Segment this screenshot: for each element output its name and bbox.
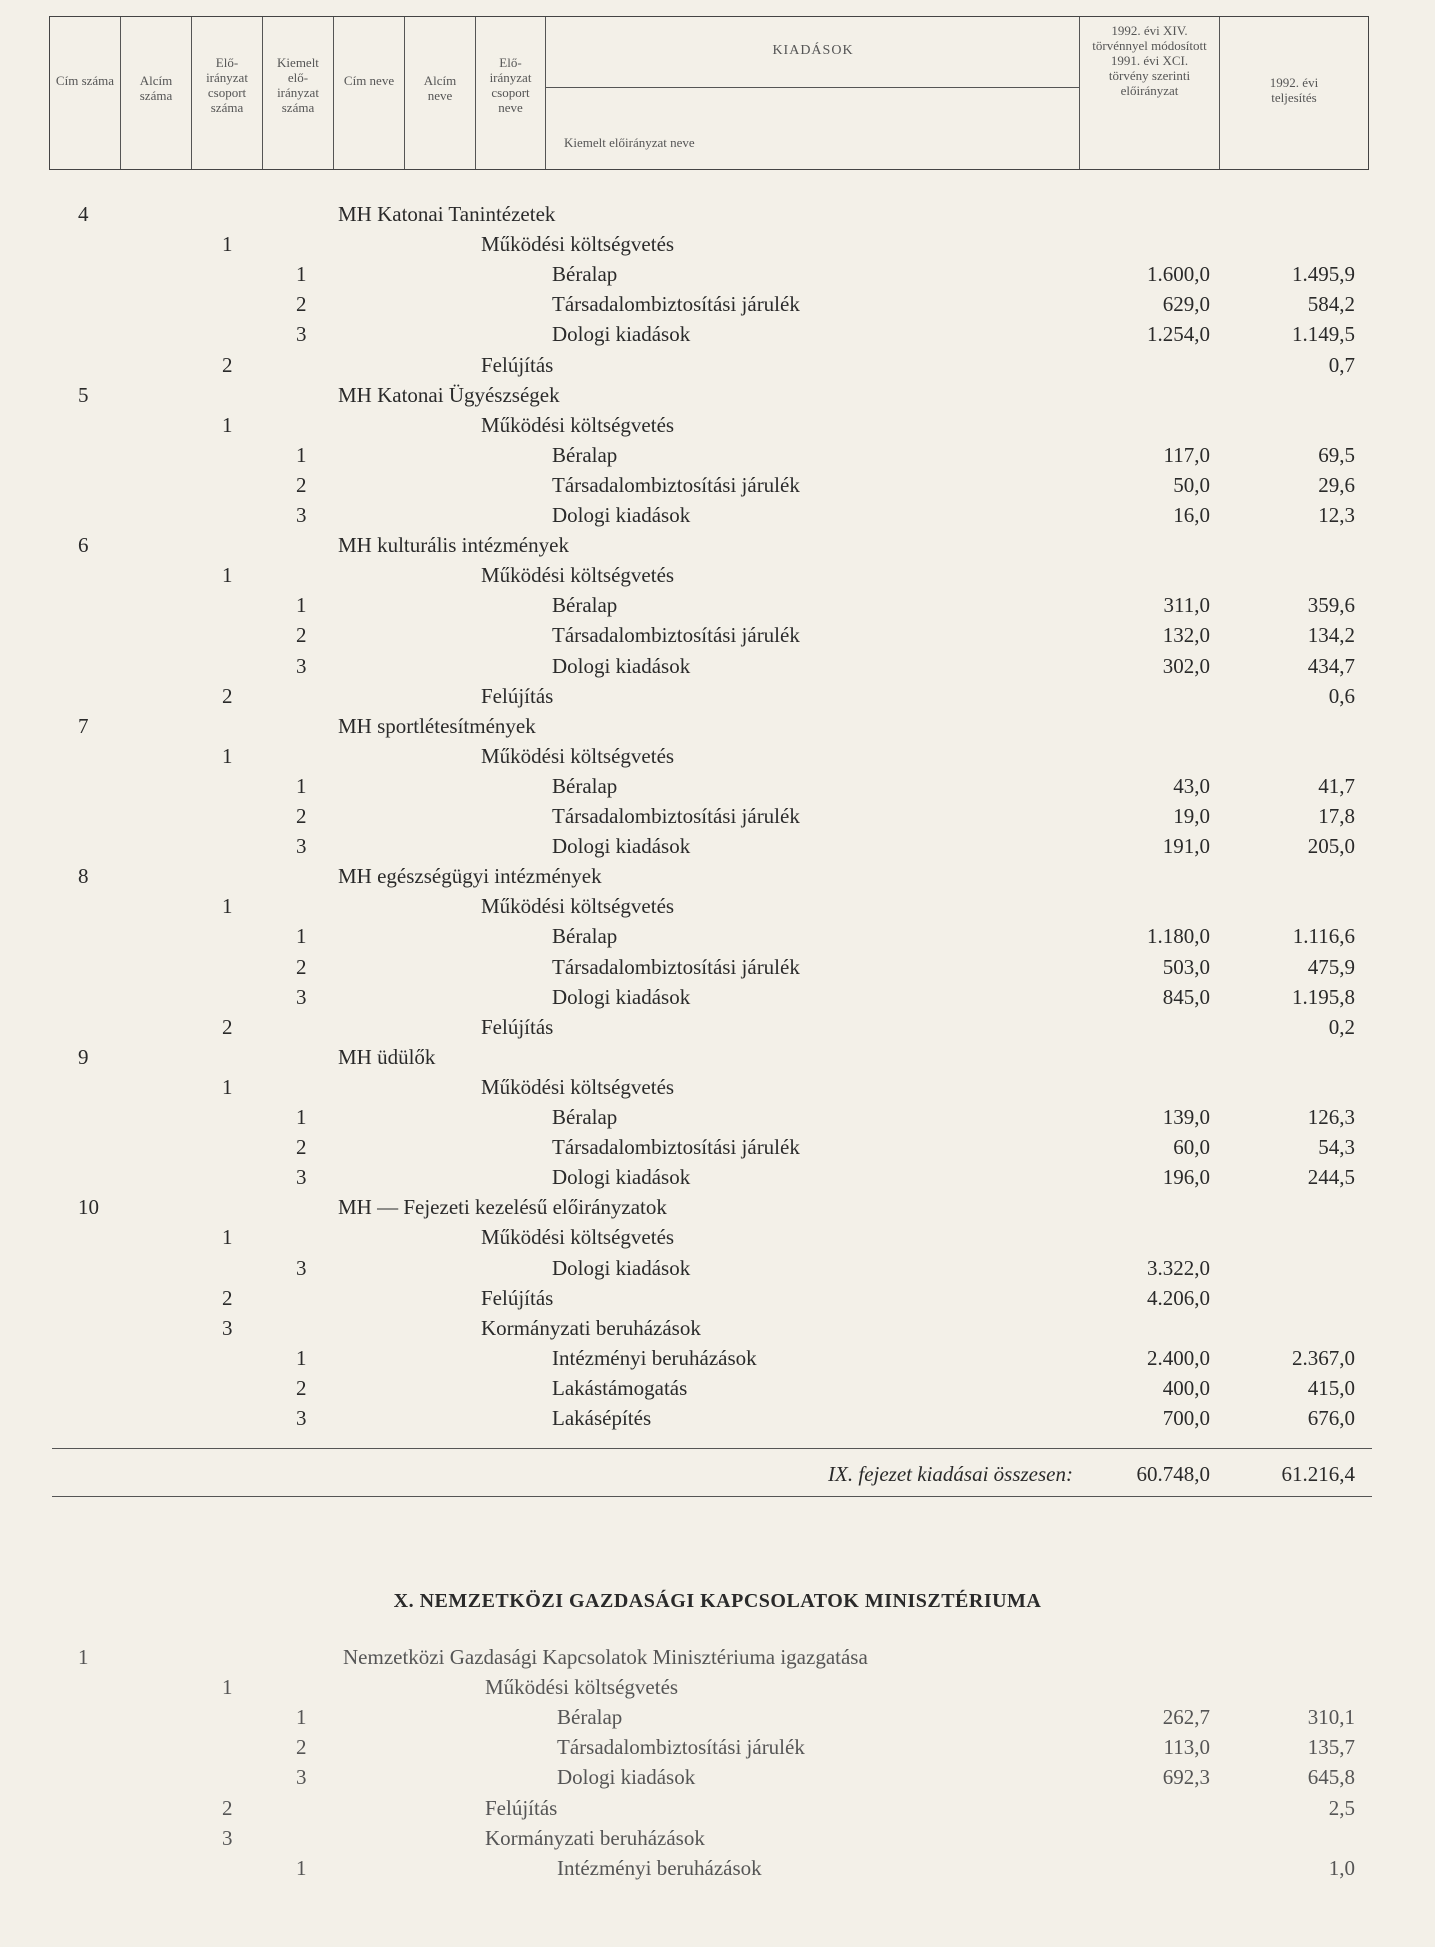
item-name: Béralap <box>552 262 618 287</box>
table-row <box>0 1165 1435 1195</box>
value-plan: 845,0 <box>1162 984 1210 1009</box>
table-row <box>0 503 1435 533</box>
value-plan: 2.400,0 <box>1147 1345 1210 1370</box>
kiemelt-number: 1 <box>296 924 307 949</box>
table-row <box>0 563 1435 593</box>
table-row <box>0 744 1435 774</box>
value-actual: 584,2 <box>1307 292 1355 317</box>
kiemelt-number: 3 <box>296 1165 307 1190</box>
value-plan: 692,3 <box>1162 1765 1210 1790</box>
col-alcim-neve: Alcím neve <box>405 17 476 169</box>
table-row <box>0 1316 1435 1346</box>
value-plan: 196,0 <box>1162 1165 1210 1190</box>
alcim-number: 3 <box>222 1315 233 1340</box>
value-actual: 2.367,0 <box>1292 1345 1355 1370</box>
alcim-number: 2 <box>222 1795 233 1820</box>
value-actual: 1.495,9 <box>1292 262 1355 287</box>
item-name: Működési költségvetés <box>481 1074 675 1099</box>
table-row <box>0 894 1435 924</box>
cim-number: 4 <box>78 202 89 226</box>
kiemelt-number: 1 <box>296 1855 307 1880</box>
kiemelt-number: 3 <box>296 984 307 1009</box>
alcim-number: 1 <box>222 1225 233 1250</box>
value-actual: 41,7 <box>1318 773 1355 798</box>
table-row <box>0 292 1435 322</box>
table-row <box>0 1765 1435 1795</box>
total-label: IX. fejezet kiadásai összesen: <box>828 1462 1073 1486</box>
cim-number: 5 <box>78 382 89 407</box>
value-plan: 139,0 <box>1162 1105 1210 1129</box>
alcim-number: 3 <box>222 1825 233 1850</box>
table-row <box>0 383 1435 413</box>
value-actual: 475,9 <box>1307 954 1355 979</box>
item-name: Dologi kiadások <box>557 1765 696 1790</box>
item-name: Társadalombiztosítási járulék <box>557 1735 805 1760</box>
item-name: MH kulturális intézmények <box>338 533 569 558</box>
table-row <box>0 834 1435 864</box>
item-name: Dologi kiadások <box>552 653 691 678</box>
item-name: Működési költségvetés <box>481 1225 675 1250</box>
table-row <box>0 202 1435 232</box>
cim-number: 6 <box>78 533 89 558</box>
table-row <box>0 473 1435 503</box>
total-value-plan: 60.748,0 <box>1136 1462 1210 1486</box>
item-name: Társadalombiztosítási járulék <box>552 1135 800 1160</box>
value-plan: 1.180,0 <box>1147 924 1210 949</box>
cim-number: 1 <box>78 1645 89 1669</box>
table-row <box>0 1645 1435 1675</box>
item-name: Lakásépítés <box>552 1406 652 1430</box>
cim-number: 8 <box>78 864 89 889</box>
item-name: Működési költségvetés <box>481 232 675 257</box>
item-name: Nemzetközi Gazdasági Kapcsolatok Minisztériuma igazgatása <box>343 1645 868 1669</box>
col-kiemelt-szama: Kiemelt elő-irányzat száma <box>263 17 334 169</box>
item-name: Béralap <box>557 1705 623 1730</box>
table-row <box>0 1225 1435 1255</box>
item-name: Felújítás <box>481 1285 554 1310</box>
table-row <box>0 924 1435 954</box>
section-title: X. NEMZETKÖZI GAZDASÁGI KAPCSOLATOK MINISZTÉRIUMA <box>393 1590 1042 1612</box>
table-row <box>0 1105 1435 1135</box>
value-actual: 434,7 <box>1307 653 1355 678</box>
kiemelt-number: 1 <box>296 1705 307 1730</box>
kiemelt-number: 1 <box>296 773 307 798</box>
kiemelt-number: 2 <box>296 292 307 317</box>
table-row <box>0 262 1435 292</box>
value-plan: 400,0 <box>1162 1375 1210 1400</box>
item-name: Társadalombiztosítási járulék <box>552 954 800 979</box>
item-name: Dologi kiadások <box>552 1165 691 1190</box>
kiadasok-title: KIADÁSOK <box>546 17 1080 88</box>
value-actual: 134,2 <box>1307 623 1355 648</box>
item-name: Kormányzati beruházások <box>485 1825 705 1850</box>
item-name: Társadalombiztosítási járulék <box>552 472 800 497</box>
table-row <box>0 1675 1435 1705</box>
value-actual: 645,8 <box>1307 1765 1355 1790</box>
kiemelt-number: 1 <box>296 1345 307 1370</box>
table-row <box>0 714 1435 744</box>
table-row <box>0 1376 1435 1406</box>
cim-number: 10 <box>78 1195 99 1220</box>
value-actual: 310,1 <box>1307 1705 1355 1730</box>
kiemelt-neve-label: Kiemelt előirányzat neve <box>564 135 695 150</box>
item-name: Felújítás <box>481 352 554 377</box>
kiemelt-number: 2 <box>296 623 307 648</box>
kiemelt-number: 3 <box>296 653 307 678</box>
kiemelt-number: 1 <box>296 593 307 618</box>
value-plan: 1.600,0 <box>1147 262 1210 287</box>
table-row <box>0 353 1435 383</box>
total-row <box>0 1462 1435 1492</box>
alcim-number: 1 <box>222 563 233 588</box>
value-plan: 262,7 <box>1162 1705 1210 1730</box>
table-row <box>0 1075 1435 1105</box>
alcim-number: 1 <box>222 1675 233 1700</box>
item-name: MH Katonai Ügyészségek <box>338 382 560 407</box>
value-plan: 50,0 <box>1173 472 1210 497</box>
col-cim-szama: Cím száma <box>50 17 121 169</box>
value-actual: 0,7 <box>1328 352 1355 377</box>
value-actual: 135,7 <box>1307 1735 1355 1760</box>
total-value-actual: 61.216,4 <box>1281 1462 1355 1486</box>
item-name: Működési költségvetés <box>481 412 675 437</box>
alcim-number: 1 <box>222 232 233 257</box>
total-top-rule <box>52 1448 1372 1449</box>
table-row <box>0 1856 1435 1886</box>
item-name: Béralap <box>552 442 618 467</box>
item-name: Társadalombiztosítási járulék <box>552 623 800 648</box>
kiemelt-number: 2 <box>296 1375 307 1400</box>
table-row <box>0 1045 1435 1075</box>
table-row <box>0 1735 1435 1765</box>
value-plan: 117,0 <box>1163 442 1210 467</box>
kiemelt-number: 2 <box>296 1135 307 1160</box>
kiemelt-number: 2 <box>296 1735 307 1760</box>
item-name: Működési költségvetés <box>481 743 675 768</box>
kiemelt-number: 2 <box>296 804 307 828</box>
alcim-number: 2 <box>222 1285 233 1310</box>
col-teljesites: 1992. évi teljesítés <box>1269 75 1319 105</box>
table-row <box>0 684 1435 714</box>
item-name: MH Katonai Tanintézetek <box>338 202 556 226</box>
total-bottom-rule <box>52 1496 1372 1497</box>
kiemelt-number: 3 <box>296 503 307 527</box>
col-modositott: 1992. évi XIV. törvénnyel módosított 1991. évi XCI. törvény szerinti előirányzat <box>1080 17 1220 169</box>
item-name: Társadalombiztosítási járulék <box>552 292 800 317</box>
table-row <box>0 1796 1435 1826</box>
item-name: Felújítás <box>485 1795 558 1820</box>
table-row <box>0 533 1435 563</box>
table-row <box>0 443 1435 473</box>
kiemelt-number: 1 <box>296 442 307 467</box>
value-plan: 16,0 <box>1173 503 1210 527</box>
table-row <box>0 1346 1435 1376</box>
item-name: Kormányzati beruházások <box>481 1315 701 1340</box>
value-plan: 43,0 <box>1173 773 1210 798</box>
item-name: Béralap <box>552 593 618 618</box>
item-name: Dologi kiadások <box>552 322 691 347</box>
value-plan: 3.322,0 <box>1147 1255 1210 1280</box>
value-plan: 60,0 <box>1173 1135 1210 1160</box>
table-row <box>0 413 1435 443</box>
value-actual: 0,2 <box>1328 1014 1355 1039</box>
value-actual: 1.195,8 <box>1292 984 1355 1009</box>
table-row <box>0 322 1435 352</box>
value-plan: 191,0 <box>1162 834 1210 859</box>
value-plan: 311,0 <box>1163 593 1210 618</box>
value-actual: 244,5 <box>1307 1165 1355 1190</box>
item-name: Felújítás <box>481 1014 554 1039</box>
alcim-number: 1 <box>222 894 233 919</box>
table-row <box>0 804 1435 834</box>
item-name: MH egészségügyi intézmények <box>338 864 602 889</box>
item-name: Működési költségvetés <box>481 563 675 588</box>
table-row <box>0 1195 1435 1225</box>
alcim-number: 1 <box>222 412 233 437</box>
value-actual: 126,3 <box>1307 1105 1355 1129</box>
table-row <box>0 1286 1435 1316</box>
value-plan: 503,0 <box>1162 954 1210 979</box>
value-actual: 0,6 <box>1328 683 1355 708</box>
value-plan: 4.206,0 <box>1147 1285 1210 1310</box>
kiemelt-number: 3 <box>296 1406 307 1430</box>
col-eloiranyzat-csoport-szama: Elő-irányzat csoport száma <box>192 17 263 169</box>
item-name: Lakástámogatás <box>552 1375 688 1400</box>
kiemelt-number: 2 <box>296 954 307 979</box>
item-name: Béralap <box>552 1105 618 1129</box>
value-actual: 69,5 <box>1318 442 1355 467</box>
value-plan: 302,0 <box>1162 653 1210 678</box>
kiemelt-number: 3 <box>296 1255 307 1280</box>
col-cim-neve: Cím neve <box>334 17 405 169</box>
value-actual: 676,0 <box>1307 1406 1355 1430</box>
item-name: MH — Fejezeti kezelésű előirányzatok <box>338 1195 667 1220</box>
table-row <box>0 623 1435 653</box>
kiemelt-number: 1 <box>296 262 307 287</box>
item-name: MH sportlétesítmények <box>338 713 536 738</box>
item-name: Működési költségvetés <box>485 1675 679 1700</box>
table-header <box>49 16 1369 170</box>
alcim-number: 2 <box>222 352 233 377</box>
value-actual: 1,0 <box>1328 1855 1355 1880</box>
table-row <box>0 1256 1435 1286</box>
alcim-number: 2 <box>222 1014 233 1039</box>
value-actual: 29,6 <box>1318 472 1355 497</box>
value-plan: 132,0 <box>1162 623 1210 648</box>
value-actual: 17,8 <box>1318 804 1355 828</box>
table-row <box>0 1015 1435 1045</box>
value-actual: 415,0 <box>1307 1375 1355 1400</box>
value-plan: 700,0 <box>1162 1406 1210 1430</box>
table-row <box>0 774 1435 804</box>
table-row <box>0 232 1435 262</box>
value-actual: 12,3 <box>1318 503 1355 527</box>
value-actual: 359,6 <box>1307 593 1355 618</box>
value-actual: 205,0 <box>1307 834 1355 859</box>
alcim-number: 1 <box>222 743 233 768</box>
table-row <box>0 1705 1435 1735</box>
value-actual: 1.149,5 <box>1292 322 1355 347</box>
item-name: Működési költségvetés <box>481 894 675 919</box>
alcim-number: 1 <box>222 1074 233 1099</box>
item-name: Intézményi beruházások <box>557 1855 762 1880</box>
kiemelt-number: 3 <box>296 322 307 347</box>
cim-number: 7 <box>78 713 89 738</box>
item-name: Társadalombiztosítási járulék <box>552 804 800 828</box>
item-name: Dologi kiadások <box>552 503 691 527</box>
kiemelt-number: 2 <box>296 472 307 497</box>
item-name: Intézményi beruházások <box>552 1345 757 1370</box>
table-row <box>0 1826 1435 1856</box>
kiemelt-number: 1 <box>296 1105 307 1129</box>
value-actual: 2,5 <box>1328 1795 1355 1820</box>
value-plan: 113,0 <box>1163 1735 1210 1760</box>
item-name: Dologi kiadások <box>552 1255 691 1280</box>
item-name: Felújítás <box>481 683 554 708</box>
alcim-number: 2 <box>222 683 233 708</box>
table-row <box>0 1406 1435 1436</box>
table-row <box>0 955 1435 985</box>
item-name: Béralap <box>552 924 618 949</box>
table-row <box>0 985 1435 1015</box>
item-name: Dologi kiadások <box>552 834 691 859</box>
table-row <box>0 593 1435 623</box>
kiemelt-number: 3 <box>296 834 307 859</box>
item-name: Béralap <box>552 773 618 798</box>
table-row <box>0 864 1435 894</box>
item-name: Dologi kiadások <box>552 984 691 1009</box>
cim-number: 9 <box>78 1044 89 1069</box>
value-actual: 1.116,6 <box>1292 924 1355 949</box>
item-name: MH üdülők <box>338 1044 436 1069</box>
value-plan: 629,0 <box>1162 292 1210 317</box>
kiemelt-number: 3 <box>296 1765 307 1790</box>
table-row <box>0 1135 1435 1165</box>
value-actual: 54,3 <box>1318 1135 1355 1160</box>
col-alcim-szama: Alcím száma <box>121 17 192 169</box>
value-plan: 19,0 <box>1173 804 1210 828</box>
col-eloiranyzat-csoport-neve: Elő-irányzat csoport neve <box>476 17 546 169</box>
value-plan: 1.254,0 <box>1147 322 1210 347</box>
table-row <box>0 654 1435 684</box>
